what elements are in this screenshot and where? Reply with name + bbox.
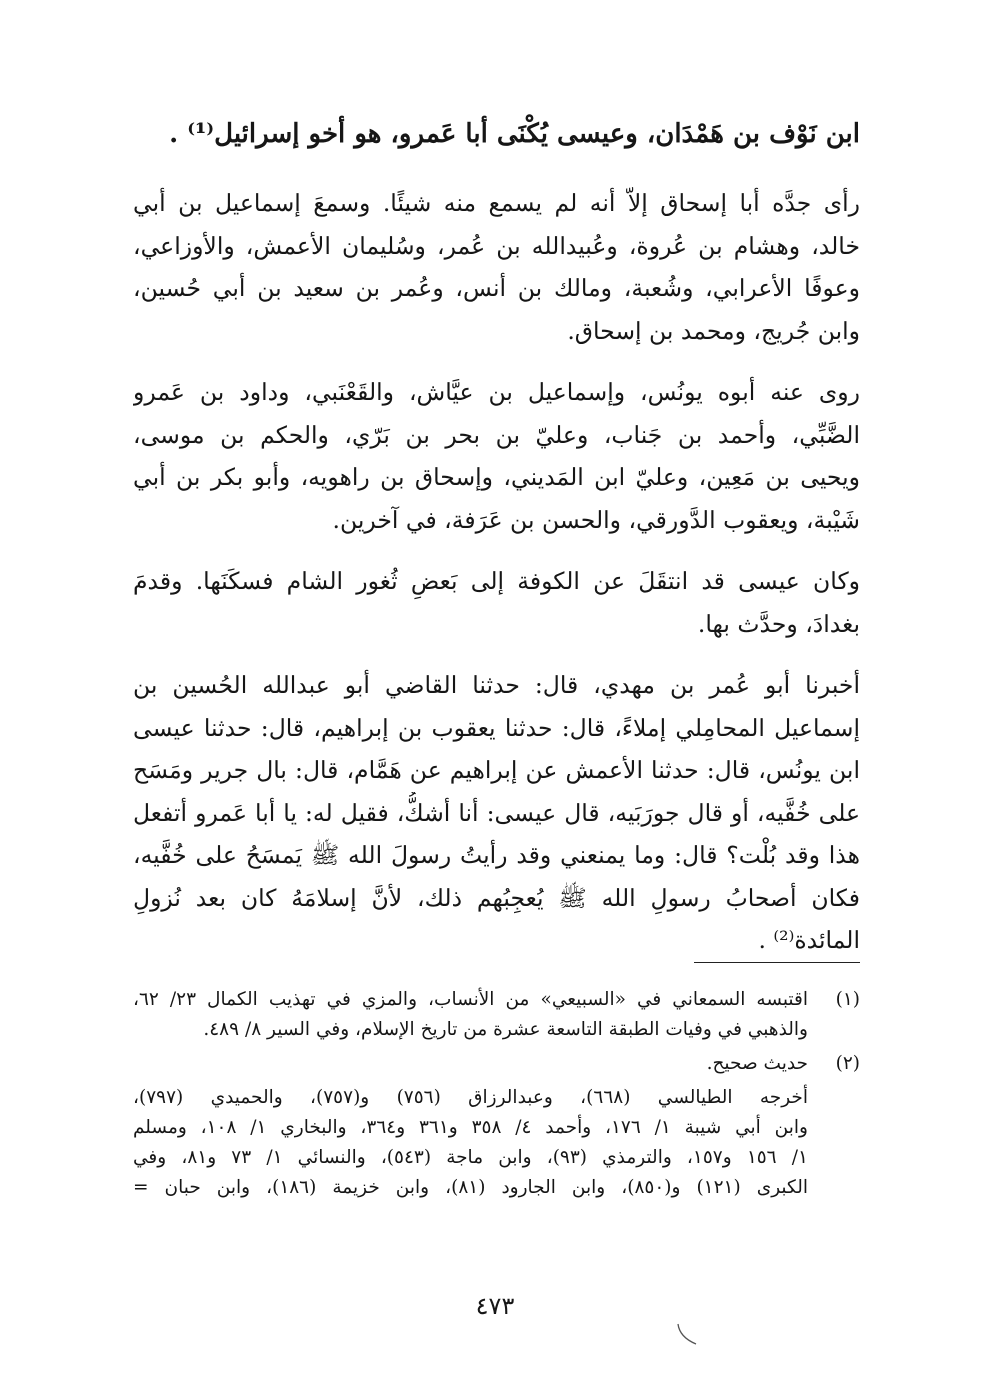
scan-mark (672, 1322, 702, 1346)
text-line: وكان عيسى قد انتقَلَ عن الكوفة إلى بَعضِ ثُغور الشام فسكَنَها. وقدمَ (133, 567, 860, 595)
footnote-line: ١/ ١٥٦ و١٥٧، والترمذي (٩٣)، وابن ماجة (٥٤٣)، والنسائي ١/ ٧٣ و٨١، وفي (133, 1147, 808, 1168)
paragraph-teachers (133, 182, 860, 352)
text-line: وابن جُريج، ومحمد بن إسحاق. (567, 316, 860, 345)
text-line: الضَّبِّي، وأحمد بن جَناب، وعليّ بن بحر بن بَرّي، والحكم بن موسى، (133, 420, 860, 449)
text-line: ابن يونُس، قال: حدثنا الأعمش عن إبراهيم عن هَمَّام، قال: بال جرير ومَسَح (133, 756, 860, 784)
footnote-number: (٢) (835, 1053, 860, 1074)
text-line: على خُفَّيه، أو قال جورَبَيه، قال عيسى: أنا أشكُّ، فقيل له: يا أبا عَمرو أتفعل (133, 798, 860, 827)
main-text (133, 112, 860, 962)
footnote-line: الكبرى (١٢١) و(٨٥٠)، وابن الجارود (٨١)، وابن خزيمة (١٨٦)، وابن حبان = (133, 1177, 808, 1198)
footnote-body (133, 1083, 808, 1203)
footnote-2 (133, 1049, 860, 1203)
page-number: ٤٧٣ (475, 1292, 515, 1320)
footnote-line: والذهبي في وفيات الطبقة التاسعة عشرة من تاريخ الإسلام، وفي السير ٨/ ٤٨٩. (203, 1019, 808, 1040)
entry-heading: ابن نَوْف بن هَمْدَان، وعيسى يُكْنَى أبا عَمرو، هو أخو إسرائيل⁽¹⁾ . (169, 119, 860, 149)
footnote-1 (133, 985, 860, 1045)
footnote-number: (١) (835, 989, 860, 1010)
text-line: إسماعيل المحامِلي إملاءً، قال: حدثنا يعقوب بن إبراهيم، قال: حدثنا عيسى (133, 713, 860, 742)
text-line: بغدادَ، وحدَّث بها. (697, 609, 860, 638)
text-line: وعوفًا الأعرابي، وشُعبة، ومالك بن أنس، وعُمر بن سعيد بن أبي حُسين، (133, 274, 860, 302)
text-line: المائدة⁽²⁾ . (758, 926, 860, 954)
text-line: فكان أصحابُ رسولِ الله ﷺ يُعجِبُهم ذلك، لأنَّ إسلامَهُ كان بعد نُزولِ (133, 883, 860, 912)
paragraph-relocation (133, 560, 860, 645)
footnote-line: اقتبسه السمعاني في «السبيعي» من الأنساب، والمزي في تهذيب الكمال ٢٣/ ٦٢، (133, 989, 808, 1010)
footnote-line: حديث صحيح. (706, 1053, 808, 1074)
paragraph-hadith (133, 664, 860, 962)
text-line: رأى جدَّه أبا إسحاق إلاّ أنه لم يسمع منه شيئًا. وسمعَ إسماعيل بن أبي (133, 189, 860, 217)
text-line: روى عنه أبوه يونُس، وإسماعيل بن عيَّاش، والقَعْنَبي، وداود بن عَمرو (133, 378, 860, 406)
text-line: أخبرنا أبو عُمر بن مهدي، قال: حدثنا القاضي أبو عبدالله الحُسين بن (133, 671, 860, 699)
paragraph-students (133, 371, 860, 541)
footnote-separator (694, 962, 860, 963)
text-line: ويحيى بن مَعِين، وعليّ ابن المَديني، وإسحاق بن راهويه، وأبو بكر بن أبي (133, 463, 860, 491)
text-line: شَيْبة، ويعقوب الدَّورقي، والحسن بن عَرَفة، في آخرين. (332, 505, 860, 534)
footnote-line: أخرجه الطيالسي (٦٦٨)، وعبدالرزاق (٧٥٦) و(٧٥٧)، والحميدي (٧٩٧)، (133, 1087, 808, 1108)
text-line: خالد، وهشام بن عُروة، وعُبيدالله بن عُمر، وسُليمان الأعمش، والأوزاعي، (133, 231, 860, 260)
text-line: هذا وقد بُلْت؟ قال: وما يمنعني وقد رأيتُ رسولَ الله ﷺ يَمسَحُ على خُفَّيه، (133, 841, 860, 869)
footnote-line: وابن أبي شيبة ١/ ١٧٦، وأحمد ٤/ ٣٥٨ و٣٦١ و٣٦٤، والبخاري ١/ ١٠٨، ومسلم (133, 1117, 808, 1138)
footnotes (133, 985, 860, 1207)
